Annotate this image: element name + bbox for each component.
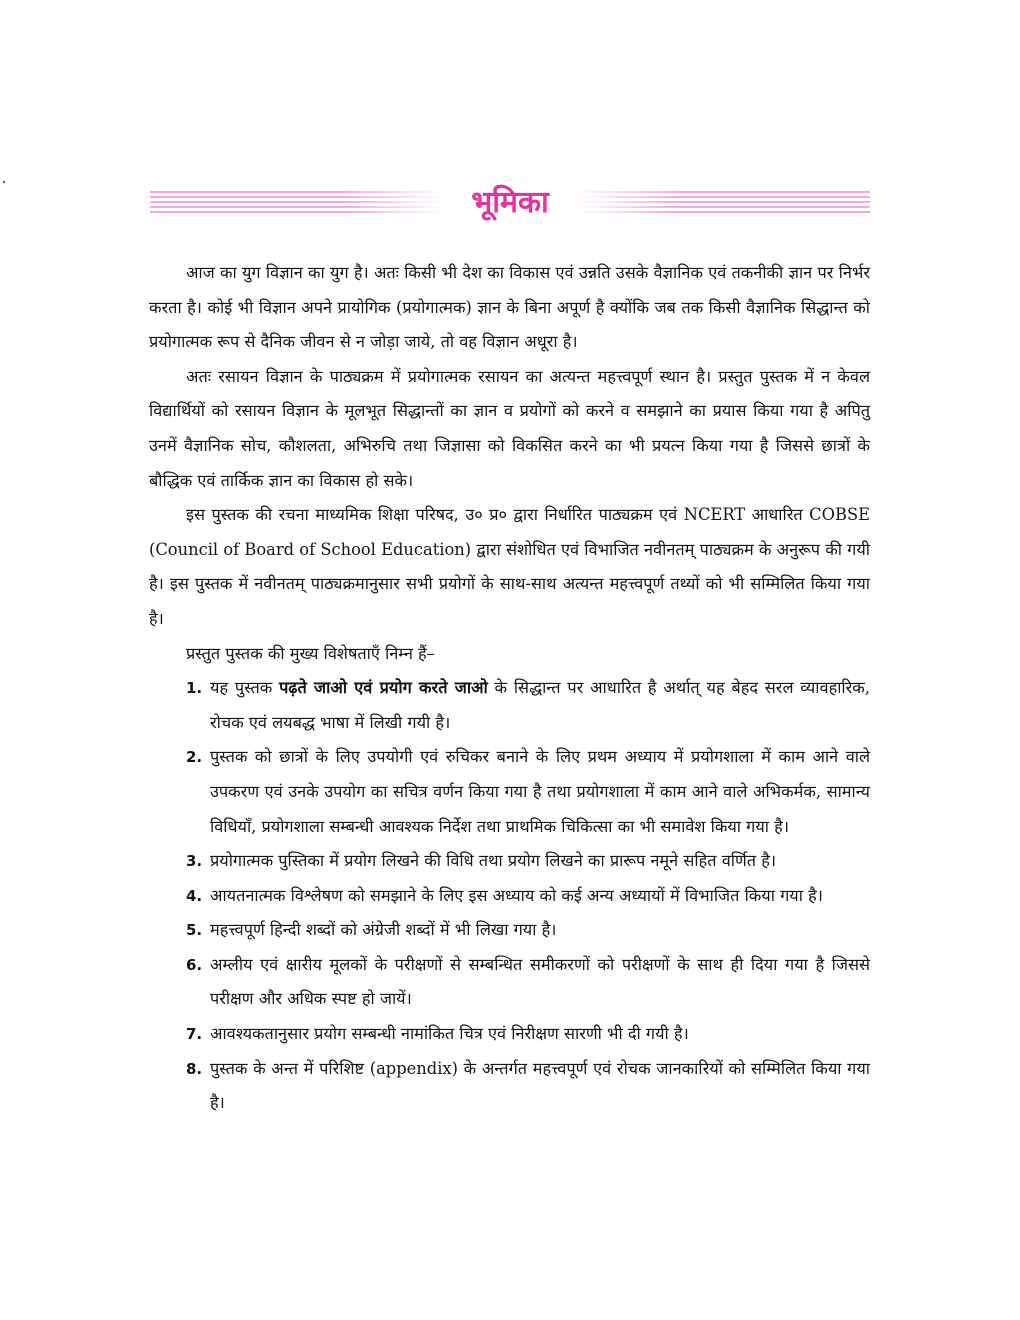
list-text: महत्त्वपूर्ण हिन्दी शब्दों को अंग्रेजी शब्दों में भी लिखा गया है। [210,920,557,940]
list-text: पुस्तक के अन्त में परिशिष्ट (appendix) के अन्तर्गत महत्त्वपूर्ण एवं रोचक जानकारियों को सम्मिलित किया गया है। [210,1058,870,1113]
title-band [150,183,870,223]
list-text: पुस्तक को छात्रों के लिए उपयोगी एवं रुचिकर बनाने के लिए प्रथम अध्याय में प्रयोगशाला में काम आने वाले उपकरण एवं उनके उपयोग का सचित्र वर्णन किया गया है तथा प्रयोगशाला में काम आने वाले अभिकर्मक, सामान्य विधियाँ, प्रयोगशाला सम्बन्धी आवश्यक निर्देश तथा प्राथमिक चिकित्सा का भी समावेश किया गया है। [210,747,870,836]
list-number: 7. [186,1025,203,1044]
list-number: 8. [186,1059,203,1078]
list-item [149,671,870,740]
list-item [149,913,870,948]
list-number: 4. [186,886,203,905]
list-text: के सिद्धान्त पर आधारित है अर्थात् यह बेहद सरल व्यावहारिक, रोचक एवं लयबद्ध भाषा में लिखी गयी है। [210,678,870,732]
list-item [149,844,870,879]
paragraph-2: अतः रसायन विज्ञान के पाठ्यक्रम में प्रयोगात्मक रसायन का अत्यन्त महत्त्वपूर्ण स्थान है। प्रस्तुत पुस्तक में न केवल विद्यार्थियों को रसायन विज्ञान के मूलभूत सिद्धान्तों का ज्ञान व प्रयोगों को करने व समझाने का प्रयास किया गया है अपितु उनमें वैज्ञानिक सोच, कौशलता, अभिरुचि तथा जिज्ञासा को विकसित करने का भी प्रयत्न किया गया है जिससे छात्रों के बौद्धिक एवं तार्किक ज्ञान का विकास हो सके। [149,366,870,490]
list-number: 2. [186,748,203,767]
paragraph-3: इस पुस्तक की रचना माध्यमिक शिक्षा परिषद, उ० प्र० द्वारा निर्धारित पाठ्यक्रम एवं NCERT आधारित COBSE (Council of Board of School Education) द्वारा संशोधित एवं विभाजित नवीनतम् पाठ्यक्रम के अनुरूप की गयी है। इस पुस्तक में नवीनतम् पाठ्यक्रमानुसार सभी प्रयोगों के साथ-साथ अत्यन्त महत्त्वपूर्ण तथ्यों को भी सम्मिलित किया गया है। [149,505,870,628]
list-text: यह पुस्तक [210,678,280,698]
paragraph-1: आज का युग विज्ञान का युग है। अतः किसी भी देश का विकास एवं उन्नति उसके वैज्ञानिक एवं तकनीकी ज्ञान पर निर्भर करता है। कोई भी विज्ञान अपने प्रायोगिक (प्रयोगात्मक) ज्ञान के बिना अपूर्ण है क्योंकि जब तक किसी वैज्ञानिक सिद्धान्त को प्रयोगात्मक रूप से दैनिक जीवन से न जोड़ा जाये, तो वह विज्ञान अधूरा है। [149,263,870,352]
list-item [149,740,870,844]
list-number: 6. [186,955,203,974]
list-text: प्रयोगात्मक पुस्तिका में प्रयोग लिखने की विधि तथा प्रयोग लिखने का प्रारूप नमूने सहित वर्णित है। [210,851,777,871]
list-text: आयतनात्मक विश्लेषण को समझाने के लिए इस अध्याय को कई अन्य अध्यायों में विभाजित किया गया है। [210,885,823,905]
features-list [149,671,870,1121]
list-text: आवश्यकतानुसार प्रयोग सम्बन्धी नामांकित चित्र एवं निरीक्षण सारणी भी दी गयी है। [210,1024,689,1044]
list-text-bold: पढ़ते जाओ एवं प्रयोग करते जाओ [279,678,488,698]
page-title: भूमिका [471,185,549,220]
list-item [149,948,870,1017]
list-text: अम्लीय एवं क्षारीय मूलकों के परीक्षणों से सम्बन्धित समीकरणों को परीक्षणों के साथ ही दिया गया है जिससे परीक्षण और अधिक स्पष्ट हो जायें। [210,954,870,1009]
stray-dot [3,181,5,183]
list-item [149,1017,870,1052]
page-body [149,256,870,1121]
list-item [149,879,870,914]
list-item [149,1052,870,1121]
features-intro: प्रस्तुत पुस्तक की मुख्य विशेषताएँ निम्न हैं– [186,643,435,663]
list-number: 1. [186,679,203,698]
list-number: 3. [186,852,203,871]
list-number: 5. [186,921,203,940]
